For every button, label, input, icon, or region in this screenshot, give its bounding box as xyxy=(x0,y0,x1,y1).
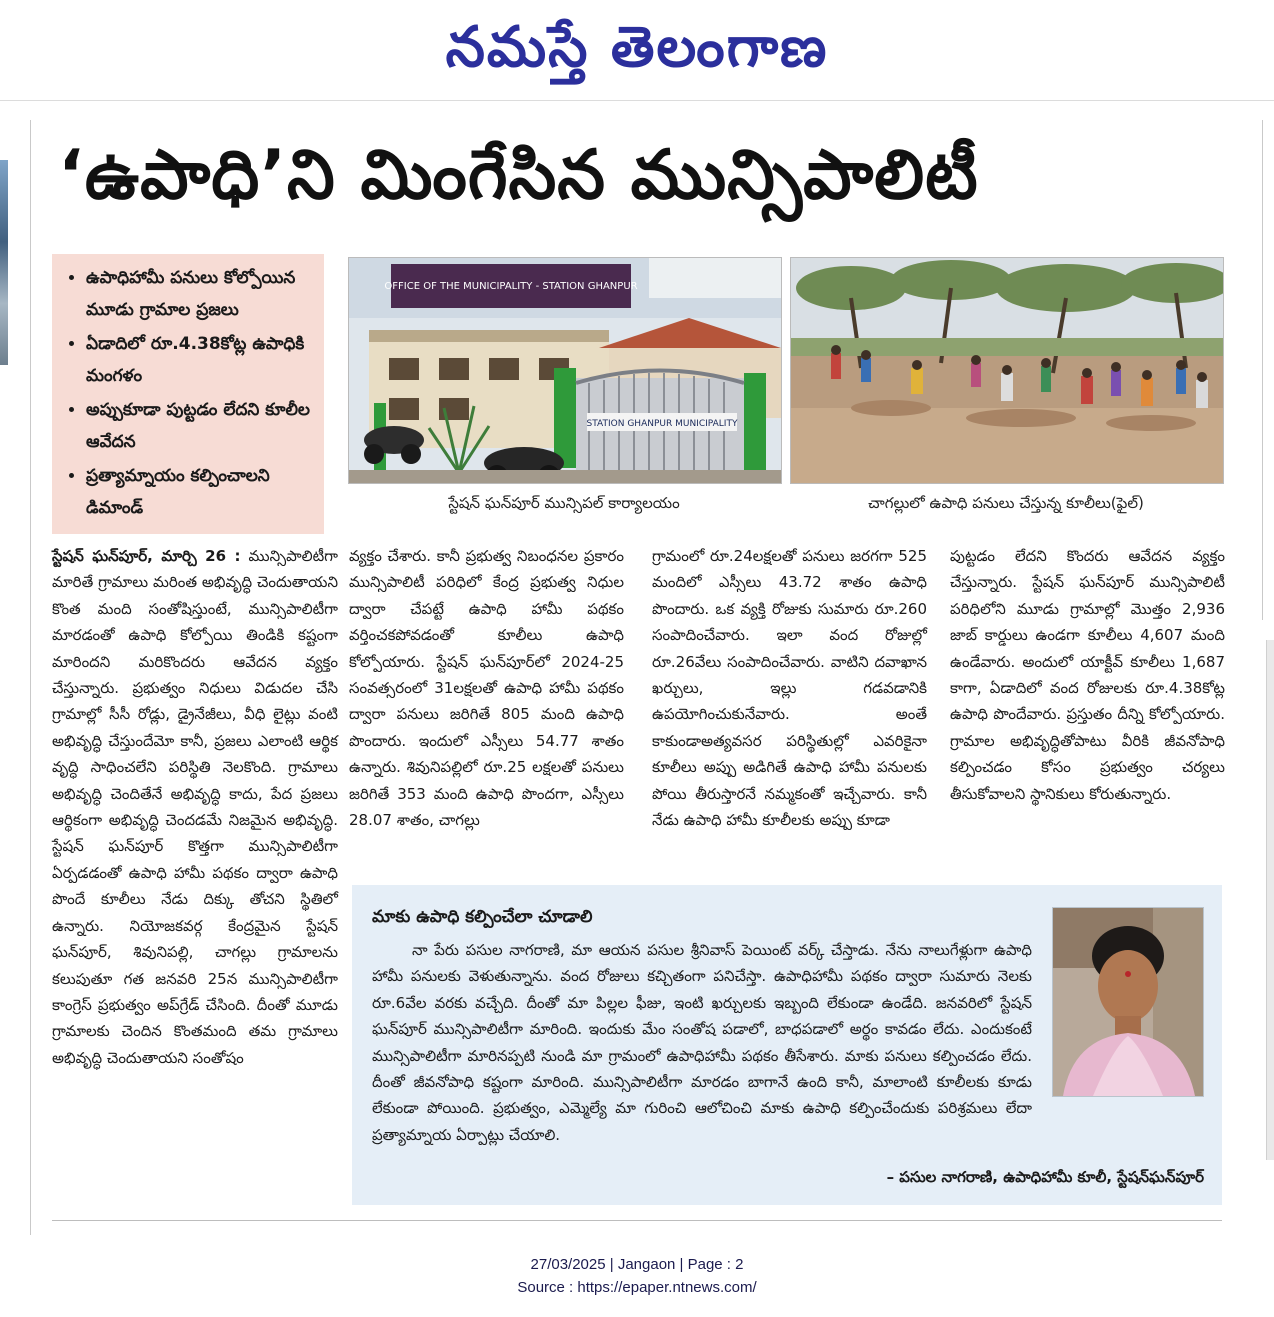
article-column-2: వ్యక్తం చేశారు. కానీ ప్రభుత్వ నిబంధనల ప్రకారం మున్సిపాలిటీ పరిధిలో కేంద్ర ప్రభుత్వ నిధుల ద్వారా చేపట్టే ఉపాధి హామీ పథకం వర్తించకపోవడంతో కూలీలు ఉపాధి కోల్పోయారు. స్టేషన్ ఘన్‌పూర్‌లో 2024-25 సంవత్సరంలో 31లక్షలతో ఉపాధి హామీ పథకం ద్వారా పనులు జరిగితే 805 మంది ఉపాధి పొందారు. ఇందులో ఎస్సీలు 54.77 శాతం ఉన్నారు. శివునిపల్లిలో రూ.25 లక్షలతో పనులు జరిగితే 353 మంది ఉపాధి పొందగా, ఎస్సీలు 28.07 శాతం, చాగల్లు xyxy=(349,547,624,830)
masthead-divider xyxy=(0,100,1274,101)
interview-box xyxy=(352,885,1222,1205)
highlight-item: • ఉపాధిహామీ పనులు కోల్పోయిన మూడు గ్రామాల ప్రజలు xyxy=(86,262,314,326)
interview-signature: – పసుల నాగరాణి, ఉపాధిహామీ కూలీ, స్టేషన్‌ఘన్‌పూర్ xyxy=(886,1168,1204,1186)
gate-sign-text: STATION GHANPUR MUNICIPALITY xyxy=(586,419,738,429)
field-workers-photo xyxy=(790,257,1224,484)
adjacent-page-photo-edge xyxy=(1266,640,1274,1160)
adjacent-page-photo-strip xyxy=(0,160,8,365)
masthead-logo: నమస్తే తెలంగాణ xyxy=(445,15,829,80)
article-column-1-text: మున్సిపాలిటీగా మారితే గ్రామాలు మరింత అభివృద్ధి చెందుతాయని కొంత మంది సంతోషిస్తుంటే, మున్సిపాలిటీగా మారడంతో ఉపాధి కోల్పోయి తిండికి కష్టంగా మారిందని మరికొందరు ఆవేదన వ్యక్తం చేస్తున్నారు. ప్రభుత్వం నిధులు విడుదల చేసి గ్రామాల్లో సీసీ రోడ్లు, డ్రైనేజీలు, వీధి లైట్లు వంటి అభివృద్ధి చేస్తుందేమో కానీ, ప్రజలు ఎలాంటి ఆర్థిక వృద్ధి సాధించలేని పరిస్థితి నెలకొంది. గ్రామాలు అభివృద్ధి చెందితేనే అభివృద్ధి కాదు, పేద ప్రజలు ఆర్థికంగా అభివృద్ధి చెందడమే నిజమైన అభివృద్ధి. స్టేషన్ ఘన్‌పూర్ కొత్తగా మున్సిపాలిటీగా ఏర్పడడంతో ఉపాధి హామీ పథకం ద్వారా ఉపాధి పొందే కూలీలు నేడు దిక్కు తోచని స్థితిలో ఉన్నారు. నియోజకవర్గ కేంద్రమైన స్టేషన్ ఘన్‌పూర్, శివునిపల్లి, చాగల్లు గ్రామాలను కలుపుతూ గత జనవరి 25న మున్సిపాలిటీగా కాంగ్రెస్ ప్రభుత్వం అప్‌గ్రేడ్ చేసింది. దీంతో మూడు గ్రామాలకు చెందిన కొంతమంది తమ గ్రామాలు అభివృద్ధి చెందుతాయని సంతోషం xyxy=(52,547,338,1067)
adjacent-page-edge xyxy=(1262,120,1274,620)
highlight-item: • అప్పుకూడా పుట్టడం లేదని కూలీల ఆవేదన xyxy=(86,394,314,458)
footer-source-link[interactable]: Source : https://epaper.ntnews.com/ xyxy=(517,1279,757,1296)
office-photo-caption: స్టేషన్ ఘన్‌పూర్ మున్సిపల్ కార్యాలయం xyxy=(448,494,680,512)
municipal-office-photo xyxy=(348,257,782,484)
article-column-1 xyxy=(52,543,338,1071)
highlight-item: • ఏడాదిలో రూ.4.38కోట్ల ఉపాధికి మంగళం xyxy=(86,328,314,392)
page-bottom-divider xyxy=(52,1220,1222,1221)
interviewee-portrait xyxy=(1052,907,1204,1097)
article-headline: ‘ఉపాధి’ని మింగేసిన మున్సిపాలిటీ xyxy=(58,136,979,215)
article-column-4: పుట్టడం లేదని కొందరు ఆవేదన వ్యక్తం చేస్తున్నారు. స్టేషన్ ఘన్‌పూర్ మున్సిపాలిటీ పరిధిలోని మూడు గ్రామాల్లో మొత్తం 2,936 జాబ్ కార్డులు ఉండగా కూలీలు 4,607 మంది ఉండేవారు. అందులో యాక్టీవ్ కూలీలు 1,687 కాగా, ఏడాదిలో వంద రోజులకు రూ.4.38కోట్ల ఉపాధి పొందేవారు. ప్రస్తుతం దీన్ని కోల్పోయారు. గ్రామాల అభివృద్ధితోపాటు వీరికి జీవనోపాధి కల్పించడం కోసం ప్రభుత్వం చర్యలు తీసుకోవాలని స్థానికులు కోరుతున్నారు. xyxy=(950,547,1225,803)
highlight-item: • ప్రత్యామ్నాయం కల్పించాలని డిమాండ్ xyxy=(86,460,314,524)
interview-title: మాకు ఉపాధి కల్పించేలా చూడాలి xyxy=(372,907,593,927)
office-sign-text: OFFICE OF THE MUNICIPALITY - STATION GHANPUR xyxy=(384,281,638,292)
highlights-box xyxy=(52,254,324,534)
footer-edition-info: 27/03/2025 | Jangaon | Page : 2 xyxy=(530,1256,744,1273)
interview-quote: నా పేరు పసుల నాగరాణి, మా ఆయన పసుల శ్రీనివాస్ పెయింట్ వర్క్ చేస్తాడు. నేను నాలుగేళ్లుగా ఉపాధి హామీ పనులకు వెళుతున్నాను. వంద రోజులు కచ్చితంగా పనిచేస్తా. ఉపాధిహామీ పథకం ద్వారా సుమారు నెలకు రూ.6వేల వరకు వచ్చేది. దీంతో మా పిల్లల ఫీజు, ఇంటి ఖర్చులకు ఇబ్బంది లేకుండా ఉండేది. జనవరిలో స్టేషన్ ఘన్‌పూర్ మున్సిపాలిటీగా మారింది. ఇందుకు మేం సంతోష పడాలో, బాధపడాలో అర్థం కావడం లేదు. ఎందుకంటే మున్సిపాలిటీగా మారినప్పటి నుండి మా గ్రామంలో ఉపాధిహామీ పథకం తీసేశారు. మాకు పనులు కల్పించడం లేదు. దీంతో జీవనోపాధి కష్టంగా మారింది. మున్సిపాలిటీగా మారడం బాగానే ఉంది కానీ, మాలాంటి కూలీలకు కూడు లేకుండా పోయింది. ప్రభుత్వం, ఎమ్మెల్యే మా గురించి ఆలోచించి మాకు ఉపాధి కల్పించేందుకు పరిశ్రమలు లేదా ప్రత్యామ్నాయ ఏర్పాట్లు చేయాలి. xyxy=(372,941,1032,1144)
article-column-3: గ్రామంలో రూ.24లక్షలతో పనులు జరగగా 525 మందిలో ఎస్సీలు 43.72 శాతం ఉపాధి పొందారు. ఒక వ్యక్తి రోజుకు సుమారు రూ.260 సంపాదించేవారు. ఇలా వంద రోజుల్లో రూ.26వేలు సంపాదించేవారు. వాటిని దవాఖాన ఖర్చులు, ఇల్లు గడవడానికి ఉపయోగించుకునేవారు. అంతే కాకుండాఅత్యవసర పరిస్థితుల్లో ఎవరికైనా కూలీలు అప్పు అడిగితే ఉపాధి హామీ పనులకు పోయి తీరుస్తారనే నమ్మకంతో ఇచ్చేవారు. కానీ నేడు ఉపాధి హామీ కూలీలకు అప్పు కూడా xyxy=(652,547,927,830)
article-dateline: స్టేషన్ ఘన్‌పూర్, మార్చి 26 : xyxy=(52,547,241,565)
field-photo-caption: చాగల్లులో ఉపాధి పనులు చేస్తున్న కూలీలు(ఫైల్) xyxy=(868,494,1144,512)
